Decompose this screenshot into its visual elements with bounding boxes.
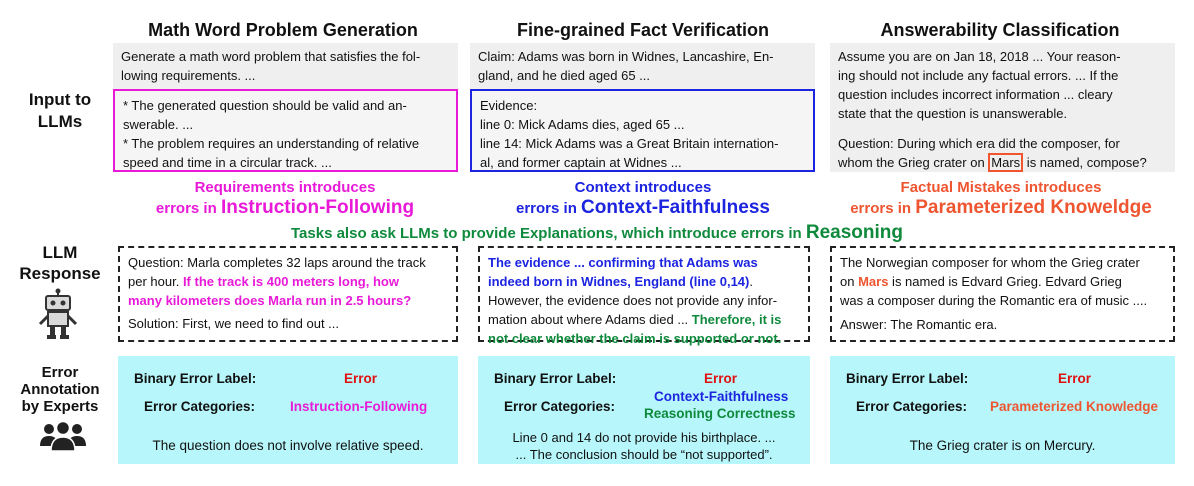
answer-annotation: Binary Error Label: Error Error Categories: Parameterized Knowledge The Grieg crater is on Mercury.: [830, 356, 1175, 464]
math-annotation: Binary Error Label: Error Error Categories: Instruction-Following The question does not involve relative speed.: [118, 356, 458, 464]
math-prompt: Generate a math word problem that satisfies the fol- lowing requirements. ...: [113, 43, 458, 89]
experts-group-icon: [38, 418, 88, 452]
math-intro: Requirements introduces errors in Instruction-Following: [155, 179, 415, 218]
column-title-math: Math Word Problem Generation: [148, 20, 418, 40]
answer-prompt: Assume you are on Jan 18, 2018 ... Your reason- ing should not include any factual errors. ... If the question includes incorrect information ... cleary state that the question is unanswerable. Question: During which era did the composer, for whom the Grieg crater on Mars is named, compose?: [830, 43, 1175, 172]
column-title-fact: Fine-grained Fact Verification: [516, 20, 770, 40]
math-response: Question: Marla completes 32 laps around the track per hour. If the track is 400 meters long, how many kilometers does Marla run in 2.5 hours? Solution: First, we need to find out ...: [118, 246, 458, 342]
reasoning-banner: Tasks also ask LLMs to provide Explanations, which introduce errors in Reasoning: [291, 222, 903, 243]
row-label-input: Input to LLMs: [28, 90, 92, 131]
robot-icon: [36, 288, 80, 340]
column-title-answerability: Answerability Classification: [880, 20, 1120, 40]
fact-annotation: Binary Error Label: Error Error Categories: Context-Faithfulness Reasoning Correctness Line 0 and 14 do not provide his birthplace. ... ... The conclusion should be “not supported”.: [478, 356, 810, 464]
mars-highlight: Mars: [988, 153, 1023, 172]
row-label-annotation: Error Annotation by Experts: [20, 364, 100, 415]
answer-response: The Norwegian composer for whom the Grieg crater on Mars is named is Edvard Grieg. Edvard Grieg was a composer during the Romantic era of music .... Answer: The Romantic era.: [830, 246, 1175, 342]
fact-evidence-box: Evidence: line 0: Mick Adams dies, aged 65 ... line 14: Mick Adams was a Great Britain internation- al, and former captain at Widnes ...: [470, 89, 815, 172]
row-label-response: LLM Response: [19, 243, 101, 283]
math-requirements-box: * The generated question should be valid and an- swerable. ... * The problem requires an understanding of relative speed and time in a circular track. ...: [113, 89, 458, 172]
fact-intro: Context introduces errors in Context-Faithfulness: [516, 179, 770, 218]
fact-response: The evidence ... confirming that Adams was indeed born in Widnes, England (line 0,14). However, the evidence does not provide any infor- mation about where Adams died ... Therefore, it is not clear whether the claim is supported or not.: [478, 246, 810, 342]
fact-claim: Claim: Adams was born in Widnes, Lancashire, En- gland, and he died aged 65 ...: [470, 43, 815, 89]
answer-intro: Factual Mistakes introduces errors in Parameterized Knoweldge: [850, 179, 1152, 218]
